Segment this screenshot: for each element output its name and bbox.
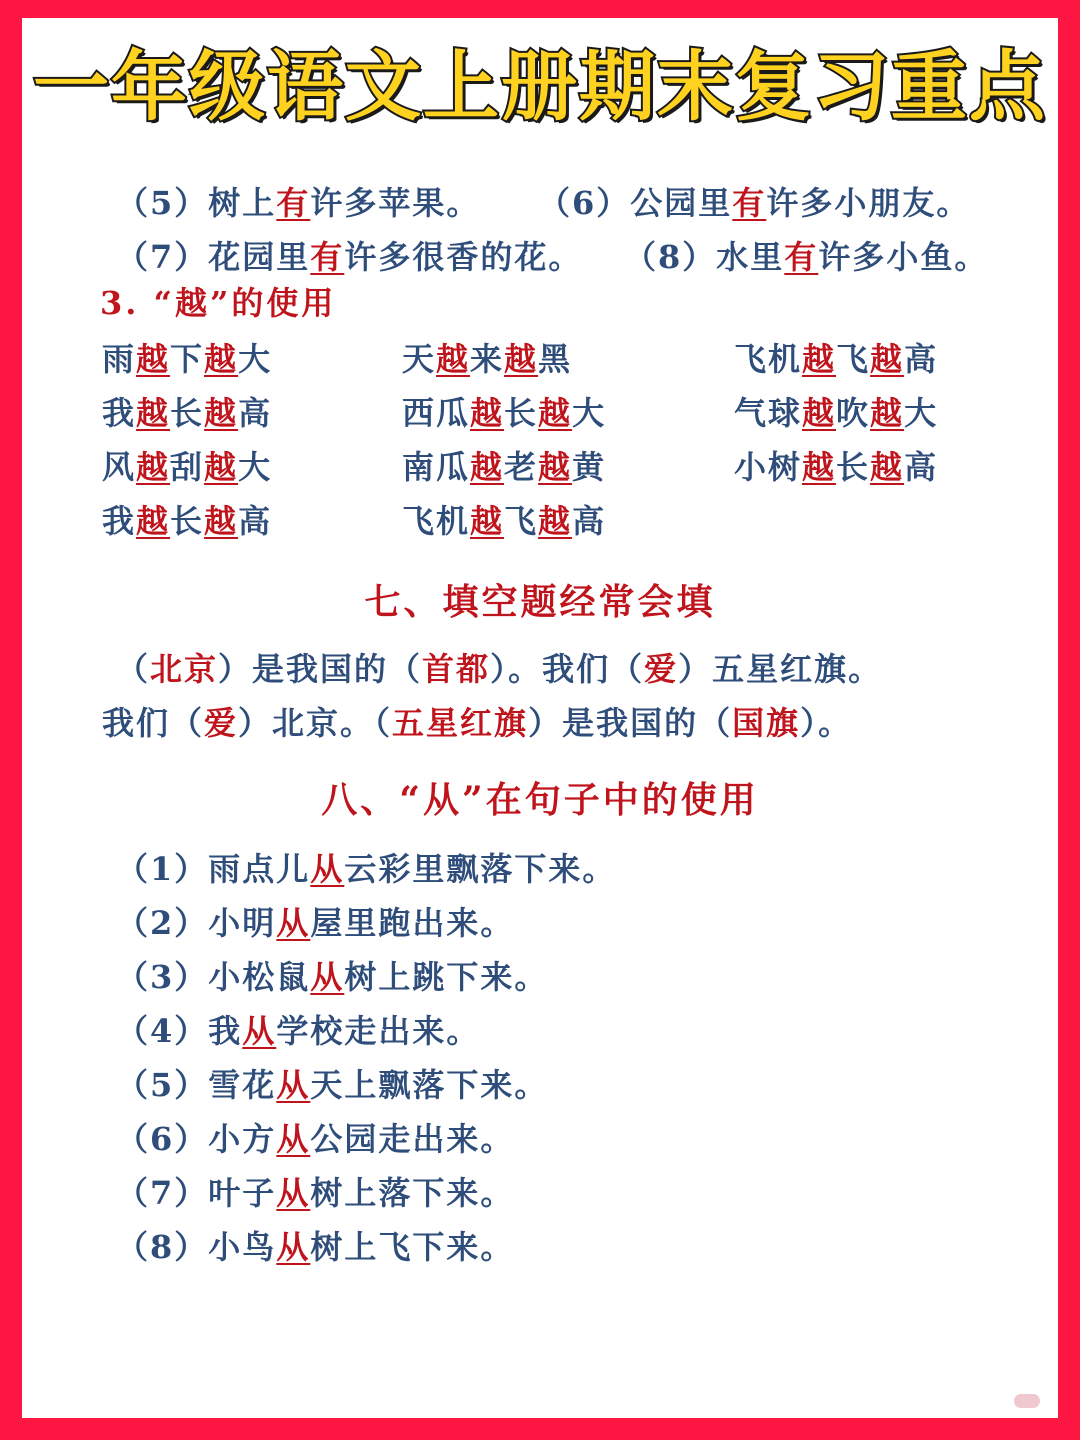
yue-phrase: 飞机越飞越高	[734, 340, 939, 378]
yue-phrase: 天越来越黑	[402, 340, 573, 378]
cong-sentence: （5）雪花从天上飘落下来。	[116, 1066, 549, 1104]
cong-sentence: （6）小方从公园走出来。	[116, 1120, 515, 1158]
watermark-mark	[1014, 1394, 1040, 1408]
cong-sentence: （3）小松鼠从树上跳下来。	[116, 958, 549, 996]
cong-sentence: （7）叶子从树上落下来。	[116, 1174, 515, 1212]
yue-phrase: 我越长越高	[102, 394, 273, 432]
cong-sentence: （8）小鸟从树上飞下来。	[116, 1228, 515, 1266]
page-title: 一年级语文上册期末复习重点	[33, 42, 1047, 131]
yue-phrase: 南瓜越老越黄	[402, 448, 607, 486]
fill-section-heading: 七、填空题经常会填	[364, 581, 716, 623]
yue-phrase: 飞机越飞越高	[402, 502, 607, 540]
cong-sentence: （2）小明从屋里跑出来。	[116, 904, 515, 942]
yue-phrase: 西瓜越长越大	[402, 394, 607, 432]
you-keyword: 有	[784, 238, 819, 276]
you-sentence-5: （5）树上有许多苹果。	[116, 184, 481, 222]
cong-sentence: （4）我从学校走出来。	[116, 1012, 481, 1050]
yue-phrase: 雨越下越大	[102, 340, 273, 378]
you-sentence-6: （6）公园里有许多小朋友。	[538, 184, 971, 222]
yue-phrase: 小树越长越高	[734, 448, 939, 486]
cong-sentence: （1）雨点儿从云彩里飘落下来。	[116, 850, 617, 888]
page-sheet	[22, 18, 1058, 1418]
you-keyword: 有	[276, 184, 311, 222]
you-keyword: 有	[732, 184, 767, 222]
you-sentence-8: （8）水里有许多小鱼。	[624, 238, 989, 276]
you-sentence-7: （7）花园里有许多很香的花。	[116, 238, 583, 276]
you-keyword: 有	[310, 238, 345, 276]
yue-phrase: 气球越吹越大	[734, 394, 939, 432]
yue-phrase: 风越刮越大	[102, 448, 273, 486]
fill-line-1: （北京）是我国的（首都）。我们（爱）五星红旗。	[116, 650, 883, 688]
cong-section-heading: 八、“从”在句子中的使用	[321, 779, 759, 821]
yue-phrase: 我越长越高	[102, 502, 273, 540]
fill-line-2: 我们（爱）北京。（五星红旗）是我国的（国旗）。	[102, 704, 853, 742]
yue-section-heading: 3. “越”的使用	[100, 284, 337, 322]
